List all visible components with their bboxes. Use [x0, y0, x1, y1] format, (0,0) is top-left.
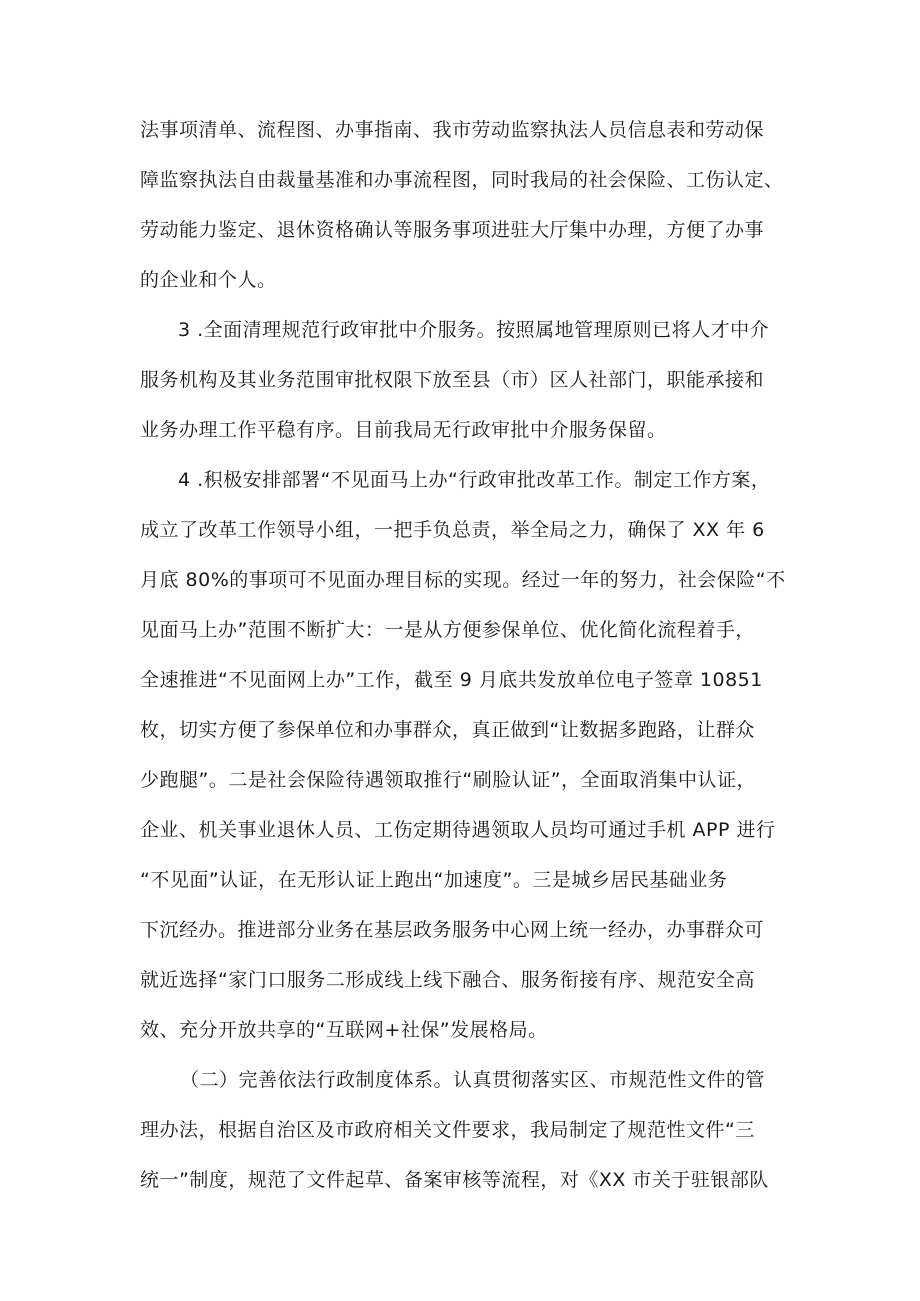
text-line: 就近选择“家门口服务二形成线上线下融合、服务衔接有序、规范安全高	[140, 969, 755, 991]
text-line: 理办法，根据自治区及市政府相关文件要求，我局制定了规范性文件“三	[140, 1119, 755, 1141]
text-line: 效、充分开放共享的“互联网+社保”发展格局。	[140, 1019, 548, 1041]
text-line: 企业、机关事业退休人员、工伤定期待遇领取人员均可通过手机 APP 进行	[140, 819, 776, 841]
text-line: 的企业和个人。	[140, 269, 277, 291]
text-line: 见面马上办”范围不断扩大：一是从方便参保单位、优化简化流程着手，	[140, 619, 755, 641]
text-line: 统一”制度，规范了文件起草、备案审核等流程，对《XX 市关于驻银部队	[140, 1169, 769, 1191]
text-line: 障监察执法自由裁量基准和办事流程图，同时我局的社会保险、工伤认定、	[140, 169, 784, 191]
text-line: 4 .积极安排部署“不见面马上办“行政审批改革工作。制定工作方案，	[178, 469, 771, 491]
text-line: 枚，切实方便了参保单位和办事群众，真正做到“让数据多跑路，让群众	[140, 719, 755, 741]
text-line: 服务机构及其业务范围审批权限下放至县（市）区人社部门，职能承接和	[140, 369, 765, 391]
text-line: 全速推进“不见面网上办”工作，截至 9 月底共发放单位电子签章 10851	[140, 669, 763, 691]
text-line: 业务办理工作平稳有序。目前我局无行政审批中介服务保留。	[140, 419, 667, 441]
text-line: 下沉经办。推进部分业务在基层政务服务中心网上统一经办，办事群众可	[140, 919, 765, 941]
text-line: 劳动能力鉴定、退休资格确认等服务事项进驻大厅集中办理，方便了办事	[140, 219, 765, 241]
text-line: “不见面”认证，在无形认证上跑出“加速度”。三是城乡居民基础业务	[140, 869, 728, 891]
text-line: 法事项清单、流程图、办事指南、我市劳动监察执法人员信息表和劳动保	[140, 119, 765, 141]
text-line: （二）完善依法行政制度体系。认真贯彻落实区、市规范性文件的管	[180, 1069, 766, 1091]
text-line: 3 .全面清理规范行政审批中介服务。按照属地管理原则已将人才中介	[178, 319, 770, 341]
text-line: 少跑腿”。二是社会保险待遇领取推行“刷脸认证”，全面取消集中认证，	[140, 769, 757, 791]
text-line: 月底 80%的事项可不见面办理目标的实现。经过一年的努力，社会保险“不	[140, 569, 786, 591]
text-line: 成立了改革工作领导小组，一把手负总责，举全局之力，确保了 XX 年 6	[140, 519, 765, 541]
